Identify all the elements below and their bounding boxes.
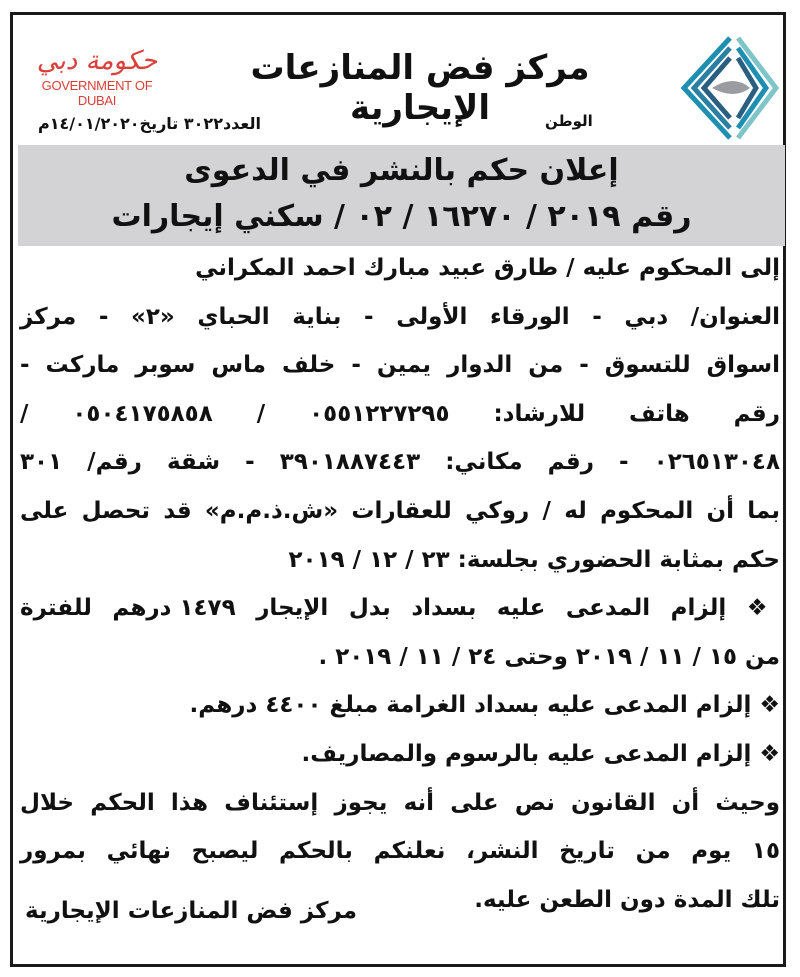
issue-info: العدد٣٠٢٢ تاريخ١٤/٠١/٢٠٢٠م bbox=[38, 114, 261, 133]
body-line: اسواق للتسوق - من الدوار يمين - خلف ماس سوبر ماركت - bbox=[20, 352, 780, 379]
body-line: وحيث أن القانون نص على أنه يجوز إستئناف هذا الحكم خلال bbox=[20, 789, 780, 816]
body-line: رقم هاتف للارشاد: ٠٥٥١٢٢٧٢٩٥ / ٠٥٠٤١٧٥٨٥٨ / bbox=[20, 400, 780, 427]
banner-heading: إعلان حكم بالنشر في الدعوى bbox=[184, 153, 619, 188]
body-line: ❖ إلزام المدعى عليه بسداد الغرامة مبلغ ٤٤٠٠ درهم. bbox=[189, 692, 780, 719]
body-line: تلك المدة دون الطعن عليه. bbox=[474, 886, 780, 913]
footer-signature: مركز فض المنازعات الإيجارية bbox=[25, 898, 358, 924]
newspaper-name: الوطن bbox=[545, 112, 593, 130]
body-line: ٠٢٦٥١٣٠٤٨ - رقم مكاني: ٣٩٠١٨٨٧٤٤٣ - شقة رقم/ ٣٠١ bbox=[20, 449, 780, 476]
body-line: من ١٥ / ١١ / ٢٠١٩ وحتى ٢٤ / ١١ / ٢٠١٩ . bbox=[318, 643, 780, 670]
rental-dispute-center-logo bbox=[676, 34, 784, 142]
body-line: ❖ إلزام المدعى عليه بسداد بدل الإيجار ١٤٧٩ درهم للفترة bbox=[20, 595, 780, 622]
body-line: ❖ إلزام المدعى عليه بالرسوم والمصاريف. bbox=[301, 740, 780, 767]
body-line: العنوان/ دبي - الورقاء الأولى - بناية الحباي «٢» - مركز bbox=[20, 303, 780, 330]
body-line: ١٥ يوم من تاريخ النشر، نعلنكم بالحكم ليصبح نهائي بمرور bbox=[20, 838, 780, 865]
body-line: بما أن المحكوم له / روكي للعقارات «ش.ذ.م.م» قد تحصل على bbox=[20, 497, 780, 524]
body-line: إلى المحكوم عليه / طارق عبيد مبارك احمد المكراني bbox=[195, 255, 780, 281]
dubai-logo-english: GOVERNMENT OF DUBAI bbox=[41, 78, 153, 108]
announcement-banner bbox=[18, 145, 785, 246]
page-title: مركز فض المنازعات الإيجارية bbox=[250, 48, 590, 128]
dubai-logo-arabic: حكومة دبي bbox=[36, 46, 158, 76]
government-of-dubai-logo bbox=[22, 44, 172, 108]
notice-body bbox=[20, 244, 780, 924]
body-line: حكم بمثابة الحضوري بجلسة: ٢٣ / ١٢ / ٢٠١٩ bbox=[288, 546, 780, 573]
case-number: رقم ٢٠١٩ / ١٦٢٧٠ / ٠٢ / سكني إيجارات bbox=[111, 199, 692, 234]
